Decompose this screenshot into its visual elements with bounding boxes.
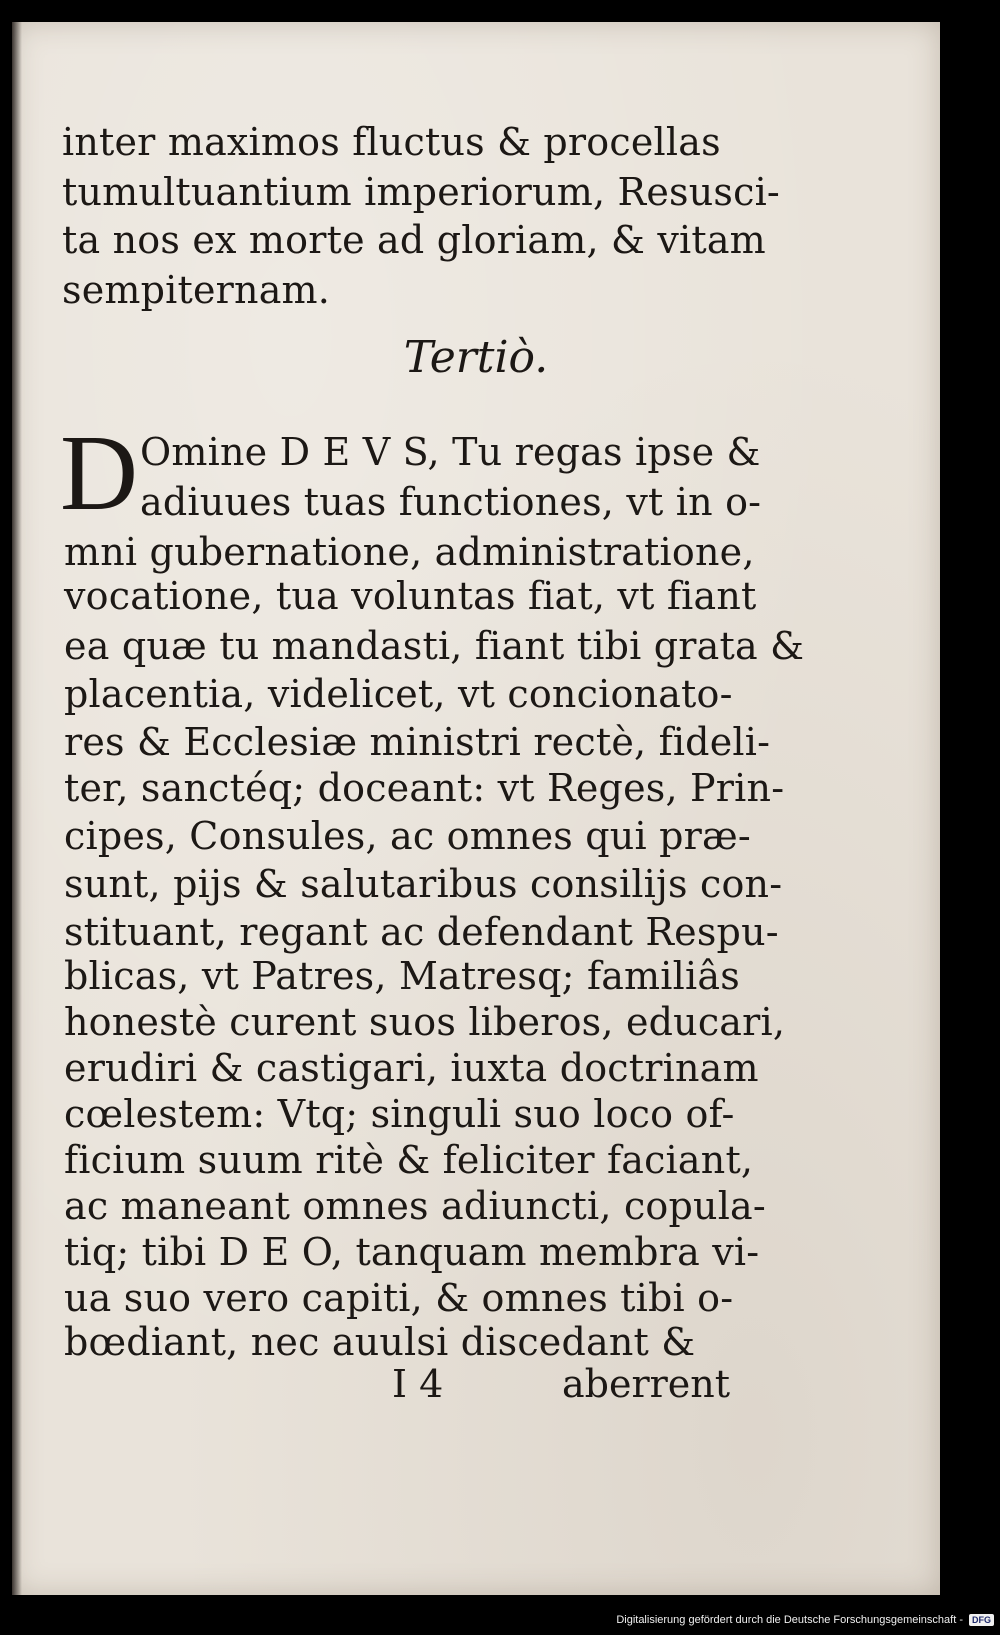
- text-line: sunt, pijs & salutaribus consilijs con-: [64, 862, 783, 906]
- text-line: inter maximos fluctus & procellas: [62, 120, 721, 164]
- signature-mark: I 4: [392, 1362, 444, 1406]
- catchword: aberrent: [562, 1362, 731, 1406]
- drop-initial: D: [60, 414, 138, 533]
- text-line: Omine D E V S, Tu regas ipse &: [140, 430, 761, 474]
- digitization-credit: [616, 1609, 994, 1631]
- page-spine-shadow: [12, 22, 22, 1595]
- text-line: vocatione, tua voluntas fiat, vt fiant: [64, 574, 757, 618]
- text-line: ta nos ex morte ad gloriam, & vitam: [62, 218, 766, 262]
- text-line: ac maneant omnes adiuncti, copula-: [64, 1184, 766, 1228]
- dfg-logo: DFG: [969, 1614, 994, 1626]
- text-line: ficium suum ritè & feliciter faciant,: [64, 1138, 754, 1182]
- text-line: bœdiant, nec auulsi discedant &: [64, 1320, 696, 1364]
- book-page: [12, 22, 940, 1595]
- section-heading: Tertiò.: [403, 332, 549, 383]
- text-line: blicas, vt Patres, Matresq; familiâs: [64, 954, 740, 998]
- text-line: ua suo vero capiti, & omnes tibi o-: [64, 1276, 734, 1320]
- text-line: res & Ecclesiæ ministri rectè, fideli-: [64, 720, 771, 764]
- text-line: cipes, Consules, ac omnes qui præ-: [64, 814, 751, 858]
- text-line: placentia, videlicet, vt concionato-: [64, 672, 733, 716]
- text-line: ea quæ tu mandasti, fiant tibi grata &: [64, 624, 805, 668]
- text-line: adiuues tuas functiones, vt in o-: [140, 480, 762, 524]
- text-line: erudiri & castigari, iuxta doctrinam: [64, 1046, 759, 1090]
- text-line: stituant, regant ac defendant Respu-: [64, 910, 779, 954]
- text-line: mni gubernatione, administratione,: [64, 530, 755, 574]
- credit-text: Digitalisierung gefördert durch die Deutsche Forschungsgemeinschaft -: [616, 1614, 963, 1626]
- text-line: tumultuantium imperiorum, Resusci-: [62, 170, 780, 214]
- text-line: ter, sanctéq; doceant: vt Reges, Prin-: [64, 766, 785, 810]
- text-line: cœlestem: Vtq; singuli suo loco of-: [64, 1092, 735, 1136]
- text-line: honestè curent suos liberos, educari,: [64, 1000, 786, 1044]
- text-line: sempiternam.: [62, 268, 331, 312]
- text-line: tiq; tibi D E O, tanquam membra vi-: [64, 1230, 760, 1274]
